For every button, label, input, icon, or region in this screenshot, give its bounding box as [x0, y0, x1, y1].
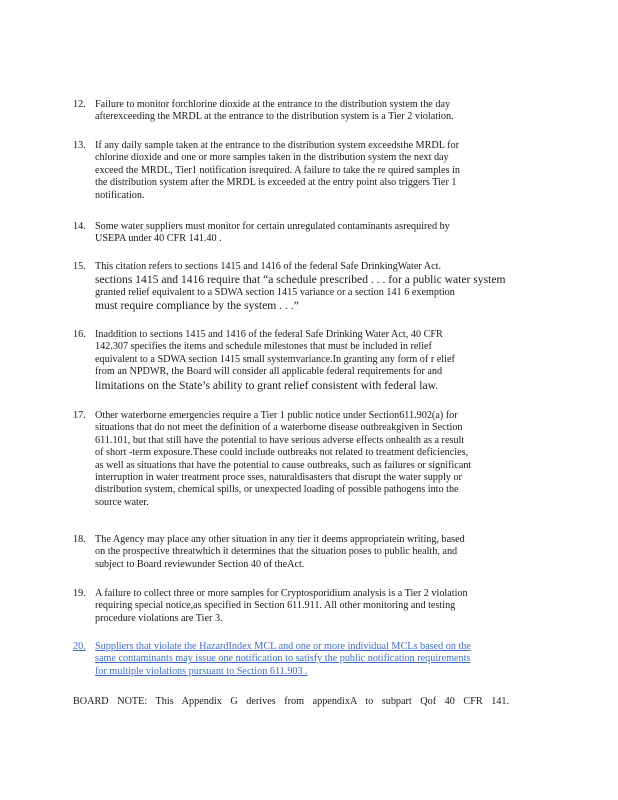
footnote-15	[73, 261, 543, 312]
text-line: interruption in water treatment proce sses, naturaldisasters that disrupt the water supply or	[95, 472, 462, 484]
text-line: procedure violations are Tier 3.	[95, 612, 223, 624]
footnote-17	[73, 410, 543, 509]
text-line: must require compliance by the system . . .”	[95, 299, 299, 313]
footnote-14	[73, 221, 543, 246]
footnote-number: 14.	[73, 221, 86, 232]
text-line: source water.	[95, 496, 149, 508]
footnote-number: 16.	[73, 329, 86, 340]
text-line: on the prospective threatwhich it determines that the situation poses to public health, and	[95, 546, 458, 558]
text-line: Other waterborne emergencies require a Tier 1 public notice under Section611.902(a) for	[95, 410, 458, 421]
text-line: afterexceeding the MRDL at the entrance to the distribution system is a Tier 2 violation.	[95, 111, 454, 123]
text-line: Inaddition to sections 1415 and 1416 of the federal Safe Drinking Water Act, 40 CFR	[95, 329, 443, 340]
text-line: granted relief equivalent to a SDWA section 1415 variance or a section 141 6 exemption	[95, 286, 455, 298]
text-line: the distribution system after the MRDL is exceeded at the entry point also triggers Tier 1	[95, 177, 457, 189]
text-line: This citation refers to sections 1415 and 1416 of the federal Safe DrinkingWater Act.	[95, 261, 442, 272]
footnote-text	[95, 641, 543, 678]
text-line: Suppliers that violate the HazardIndex MCL and one or more individual MCLs based on the	[95, 641, 471, 652]
footnote-number: 20.	[73, 641, 86, 652]
text-line: 611.101, but that still have the potential to have serious adverse effects onhealth as a result	[95, 434, 465, 446]
footnote-number: 18.	[73, 534, 86, 545]
footnote-text	[95, 140, 543, 202]
footnote-text	[95, 261, 543, 312]
footnote-text	[95, 221, 543, 246]
text-line: chlorine dioxide and one or more samples taken in the distribution system the next day	[95, 152, 449, 164]
text-line: same contaminants may issue one notification to satisfy the public notification requirements	[95, 653, 471, 665]
footnote-number: 19.	[73, 588, 86, 599]
footnote-number: 13.	[73, 140, 86, 151]
text-line: as well as situations that have the potential to cause outbreaks, such as failures or significant	[95, 459, 472, 471]
footnote-number: 12.	[73, 99, 86, 110]
text-line: notification.	[95, 189, 145, 201]
text-line: A failure to collect three or more samples for Cryptosporidium analysis is a Tier 2 violation	[95, 588, 468, 599]
text-line: distribution system, chemical spills, or unexpected loading of possible pathogens into the	[95, 484, 459, 496]
board-note: BOARD NOTE: This Appendix G derives from appendixA to subpart Qof 40 CFR 141.	[73, 696, 510, 707]
footnote-text	[95, 329, 543, 392]
text-line: equivalent to a SDWA section 1415 small systemvariance.In granting any form of r elief	[95, 353, 455, 365]
text-line: for multiple violations pursuant to Section 611.903 .	[95, 665, 308, 677]
text-line: USEPA under 40 CFR 141.40 .	[95, 233, 222, 245]
text-line: Failure to monitor forchlorine dioxide at the entrance to the distribution system the day	[95, 99, 451, 110]
footnote-text	[95, 99, 543, 124]
text-line: subject to Board reviewunder Section 40 of theAct.	[95, 558, 305, 570]
text-line: of short -term exposure.These could include outbreaks not related to treatment deficiencies,	[95, 447, 469, 459]
text-line: sections 1415 and 1416 require that “a schedule prescribed . . . for a public water system	[95, 273, 506, 287]
footnote-12	[73, 99, 543, 124]
footnote-13	[73, 140, 543, 202]
text-line: limitations on the State’s ability to grant relief consistent with federal law.	[95, 378, 439, 392]
footnote-20-inserted	[73, 641, 543, 678]
footnote-number: 17.	[73, 410, 86, 421]
text-line: The Agency may place any other situation in any tier it deems appropriatein writing, based	[95, 534, 465, 545]
footnote-19	[73, 588, 543, 625]
text-line: situations that do not meet the definition of a waterborne disease outbreakgiven in Section	[95, 422, 463, 434]
footnote-18	[73, 534, 543, 571]
footnote-text	[95, 588, 543, 625]
footnote-16	[73, 329, 543, 392]
text-line: from an NPDWR, the Board will consider all applicable federal requirements for and	[95, 366, 443, 378]
footnote-text	[95, 534, 543, 571]
text-line: exceed the MRDL, Tier1 notification isrequired. A failure to take the re quired samples in	[95, 164, 460, 176]
text-line: 142.307 specifies the items and schedule milestones that must be included in relief	[95, 341, 432, 353]
footnote-text	[95, 410, 543, 509]
text-line: requiring special notice,as specified in Section 611.911. All other monitoring and testing	[95, 600, 456, 612]
footnote-number: 15.	[73, 261, 86, 272]
text-line: If any daily sample taken at the entrance to the distribution system exceedsthe MRDL for	[95, 140, 459, 151]
text-line: Some water suppliers must monitor for certain unregulated contaminants asrequired by	[95, 221, 450, 232]
